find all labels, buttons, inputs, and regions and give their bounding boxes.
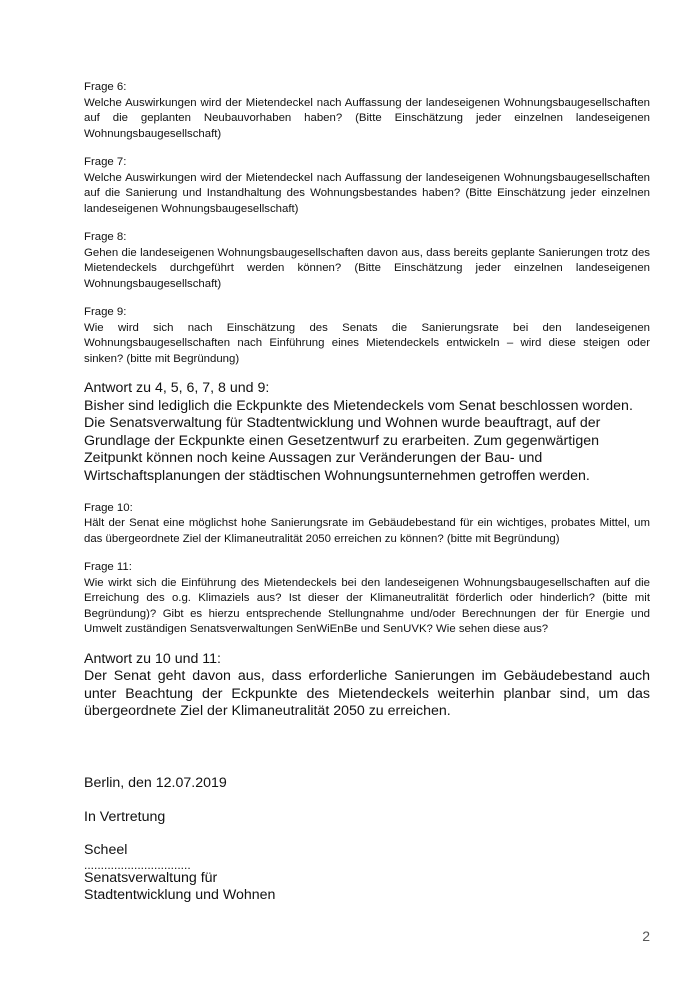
on-behalf: In Vertretung [84, 808, 166, 825]
place-date: Berlin, den 12.07.2019 [84, 774, 227, 791]
question-text: Wie wird sich nach Einschätzung des Senats die Sanierungsrate bei den landeseigenen Wohnungsbaugesellschaften nach Einführung eines Mietendeckels entwickeln – wird diese steigen oder sinken? (bitte mit Begründung) [84, 321, 650, 365]
question-label: Frage 8: [84, 231, 127, 243]
signature-dots: ................................ [84, 857, 191, 872]
question-8 [84, 230, 650, 292]
question-text: Gehen die landeseigenen Wohnungsbaugesellschaften davon aus, dass bereits geplante Sanierungen trotz des Mietendeckels durchgeführt werden können? (Bitte Einschätzung jeder einzelnen landeseigenen Wohnungsbaugesellschaft) [84, 246, 650, 290]
question-text: Welche Auswirkungen wird der Mietendeckel nach Auffassung der landeseigenen Wohnungsbaugesellschaften auf die Sanierung und Instandhaltung des Wohnungsbestandes haben? (Bitte Einschätzung jeder einzelnen landeseigenen Wohnungsbaugesellschaft) [84, 171, 650, 215]
document-page [84, 80, 650, 905]
answer-10-11 [84, 651, 650, 721]
answer-text: Der Senat geht davon aus, dass erforderliche Sanierungen im Gebäudebestand auch unter Beachtung der Eckpunkte des Mietendeckels weiterhin planbar sind, um das übergeordnete Ziel der Klimaneutralität 2050 zu erreichen. [84, 668, 650, 720]
answer-label: Antwort zu 10 und 11: [84, 650, 221, 667]
question-label: Frage 9: [84, 306, 127, 318]
question-10 [84, 501, 650, 548]
question-label: Frage 10: [84, 501, 133, 514]
answer-4-to-9 [84, 380, 650, 486]
question-11 [84, 560, 650, 638]
question-text: Wie wirkt sich die Einführung des Mietendeckels bei den landeseigenen Wohnungsbaugesellschaften auf die Erreichung des o.g. Klimaziels aus? Ist dieser der Klimaneutralität förderlich oder hinderlich? (bitte mit Begründung)? Gibt es hierzu entsprechende Stellungnahme und/oder Berechnungen der für Energie und Umwelt zuständigen Senatsverwaltungen SenWiEnBe und SenUVK? Wie sehen diese aus? [84, 576, 650, 636]
office-line-2: Stadtentwicklung und Wohnen [84, 887, 276, 904]
answer-label: Antwort zu 4, 5, 6, 7, 8 und 9: [84, 380, 270, 396]
question-9 [84, 305, 650, 367]
office-line-1: Senatsverwaltung für [84, 869, 218, 886]
signatory-name: Scheel [84, 842, 128, 859]
answer-text: Bisher sind lediglich die Eckpunkte des Mietendeckels vom Senat beschlossen worden. Die Senatsverwaltung für Stadtentwicklung und Wohnen wurde beauftragt, auf der Grundlage der Eckpunkte einen Gesetzentwurf zu erarbeiten. Zum gegenwärtigen Zeitpunkt können noch keine Aussagen zur Veränderungen der Bau- und Wirtschaftsplanungen der städtischen Wohnungsunternehmen getroffen werden. [84, 397, 633, 484]
question-text: Welche Auswirkungen wird der Mietendeckel nach Auffassung der landeseigenen Wohnungsbaugesellschaften auf die geplanten Neubauvorhaben haben? (Bitte Einschätzung jeder einzelnen landeseigenen Wohnungsbaugesellschaft) [84, 96, 650, 140]
signature-block [84, 775, 650, 905]
question-6 [84, 80, 650, 142]
page-number: 2 [642, 928, 650, 944]
question-label: Frage 6: [84, 81, 127, 93]
question-label: Frage 11: [84, 561, 132, 574]
question-text: Hält der Senat eine möglichst hohe Sanierungsrate im Gebäudebestand für ein wichtiges, probates Mittel, um das übergeordnete Ziel der Klimaneutralität 2050 erreichen zu können? (bitte mit Begründung) [84, 517, 650, 545]
question-label: Frage 7: [84, 156, 127, 168]
question-7 [84, 155, 650, 217]
